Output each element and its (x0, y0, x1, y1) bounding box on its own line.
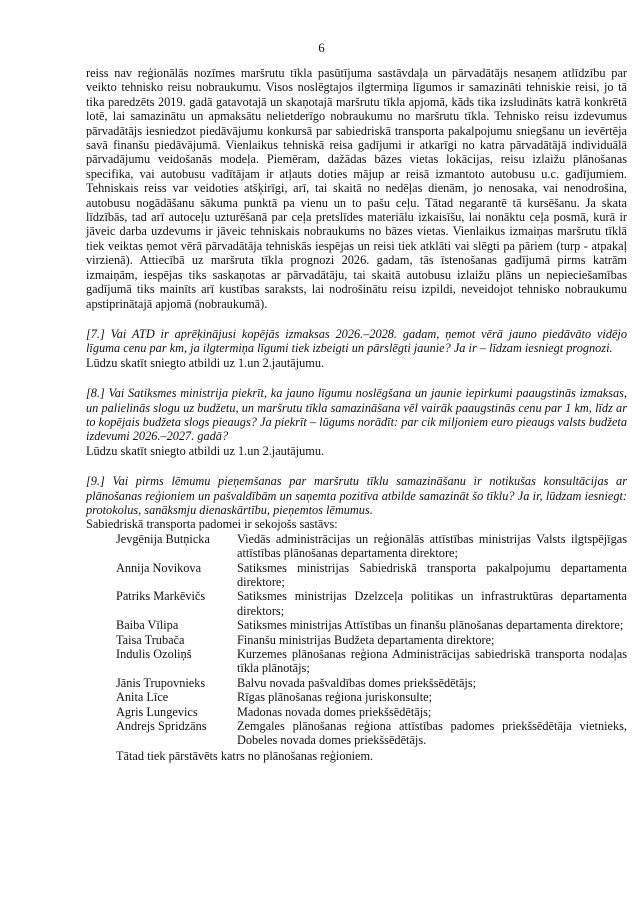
question-9: [9.] Vai pirms lēmumu pieņemšanas par maršrutu tīklu samazināšanu ir notikušas konsultācijas ar plānošanas reģioniem un pašvaldībām un saņemta pozitīva atbilde samazināt šo tīklu? Ja ir, lūdzam iesniegt: protokolus, sanāksmju dienaskārtību, pieņemtos lēmumus. (86, 474, 627, 517)
table-row (116, 561, 627, 590)
member-role: Satiksmes ministrijas Dzelzceļa politikas un infrastruktūras departamenta direktors; (237, 589, 627, 618)
council-members-table (116, 532, 627, 748)
member-name: Taisa Trubača (116, 632, 185, 647)
member-role: Zemgales plānošanas reģiona attīstības padomes priekšsēdētāja vietnieks, Dobeles novada domes priekšsēdētājs. (237, 719, 627, 748)
member-name: Agris Lungevics (116, 704, 198, 719)
table-row (116, 647, 627, 676)
table-row (116, 532, 627, 561)
council-intro: Sabiedriskā transporta padomei ir sekojošs sastāvs: (86, 517, 338, 532)
member-name: Andrejs Spridzāns (116, 719, 207, 734)
member-role: Satiksmes ministrijas Attīstības un finanšu plānošanas departamenta direktore; (237, 618, 624, 633)
member-name: Jānis Trupovnieks (116, 675, 206, 690)
question-8: [8.] Vai Satiksmes ministrija piekrīt, ka jauno līgumu noslēgšana un jaunie iepirkumi paaugstinās izmaksas, un palielinās slogu uz budžetu, un maršrutu tīkla samazināšana vēl vairāk paaugstinās cenu par 1 km, līdz ar to kopējais budžeta slogs pieaugs? Ja piekrīt – lūgums norādīt: par cik miljoniem euro pieaugs valsts budžeta izdevumi 2026.–2027. gadā? (86, 386, 627, 444)
table-row (116, 705, 627, 719)
member-role: Viedās administrācijas un reģionālās attīstības ministrijas Valsts ilgtspējīgas attīstības plānošanas departamenta direktore; (237, 531, 627, 561)
table-row (116, 589, 627, 618)
page-number: 6 (318, 40, 325, 55)
table-row (116, 690, 627, 704)
member-role: Rīgas plānošanas reģiona juriskonsulte; (237, 690, 433, 705)
member-role: Balvu novada pašvaldības domes priekšsēdētājs; (237, 675, 477, 690)
table-row (116, 676, 627, 690)
member-name: Indulis Ozoliņš (116, 647, 192, 662)
table-row (116, 719, 627, 748)
member-role: Finanšu ministrijas Budžeta departamenta direktore; (237, 632, 495, 647)
body-paragraph: reiss nav reģionālās nozīmes maršrutu tīkla pasūtījuma sastāvdaļa un pārvadātājs nesaņem atlīdzību par veikto tehnisko reisu nobraukumu. Visos noslēgtajos ilgtermiņa līgumos ir samazināti tehniskie reisi, jo tā tika paredzēts 2019. gadā gatavotajā un skaņotajā maršrutu tīkla apjomā, kāds tika izsludināts katrā konkrētā lotē, lai samazinātu un apmaksātu nelietderīgo nobraukumu no maršrutu tīkla. Tehnisko reisu izdevumus pārvadātājs iesniedzot piedāvājumu konkursā par sabiedriskā transporta pakalpojumu sniegšanu un ievērtēja savā finanšu piedāvājumā. Vienlaikus tehniskā reisa gadījumi ir atkarīgi no katra pārvadātājā individuālā pārvadājumu veidošanās modeļa. Piemēram, dažādas bāzes vietas lokācijas, reisu izlaižu plānošanas specifika, vai autobusu vadītājam ir atļauts doties mājup ar reisā izmantoto autobusu u.c. gadījumiem. Tehniskais reiss var veidoties atšķirīgi, arī, tai skaitā no nedēļas dienām, jo nenosaka, vai nenodrošina, autobusu nogādāšanu sākuma punktā pa vienu un to pašu ceļu. Tātad negarantē tā kursēšanu. Ja skata līdzībās, tad arī autoceļu uzturēšanā par ceļa pretslīdes materiālu izkaisīšu, lai nonāktu ceļa posmā, kurā ir jāveic darba uzdevums ir jāveic tehniskais nobraukums no bāzes vietas. Vienlaikus izmaiņas maršrutu tīklā tiek veiktas ņemot vērā pārvadātāja tehniskās iespējas un reisi tiek atklāti vai slēgti pa pāriem (turp - atpakaļ virzienā). Attiecībā uz maršruta tīkla prognozi 2026. gadam, tās īstenošanas gadījumā pirms katrām izmaiņām, iespējas tiks saskaņotas ar pārvadātāju, tai skaitā autobusu izlaižu plāns un nepieciešamības gadījumā tiks mainīts arī kustības saraksts, lai nodrošinātu reisu izpildi, neveidojot tehnisko nobraukumu apstiprinātajā apjomā (nobraukumā). (86, 66, 627, 311)
closing-sentence: Tātad tiek pārstāvēts katrs no plānošanas reģioniem. (116, 748, 374, 763)
answer-7: Lūdzu skatīt sniegto atbildi uz 1.un 2.jautājumu. (86, 355, 325, 370)
answer-8: Lūdzu skatīt sniegto atbildi uz 1.un 2.jautājumu. (86, 443, 325, 458)
member-role: Kurzemes plānošanas reģiona Administrācijas sabiedriskā transporta nodaļas tīkla plānotājs; (237, 647, 627, 676)
member-role: Satiksmes ministrijas Sabiedriskā transporta pakalpojumu departamenta direktore; (237, 560, 627, 589)
question-7: [7.] Vai ATD ir aprēķinājusi kopējās izmaksas 2026.–2028. gadam, ņemot vērā jauno piedāvāto vidējo līguma cenu par km, ja ilgtermiņa līgumi tiek izbeigti un pārslēgti jaunie? Ja ir – līdzam iesniegt prognozi. (86, 326, 627, 356)
table-row (116, 618, 627, 632)
member-name: Patriks Markēvičs (116, 589, 206, 604)
document-body (86, 66, 627, 763)
member-name: Annija Novikova (116, 560, 202, 575)
member-name: Anita Līce (116, 690, 169, 705)
member-role: Madonas novada domes priekšsēdētājs; (237, 704, 432, 719)
member-name: Baiba Vīlipa (116, 618, 179, 633)
table-row (116, 633, 627, 647)
member-name: Jevgēnija Butņicka (116, 531, 210, 546)
